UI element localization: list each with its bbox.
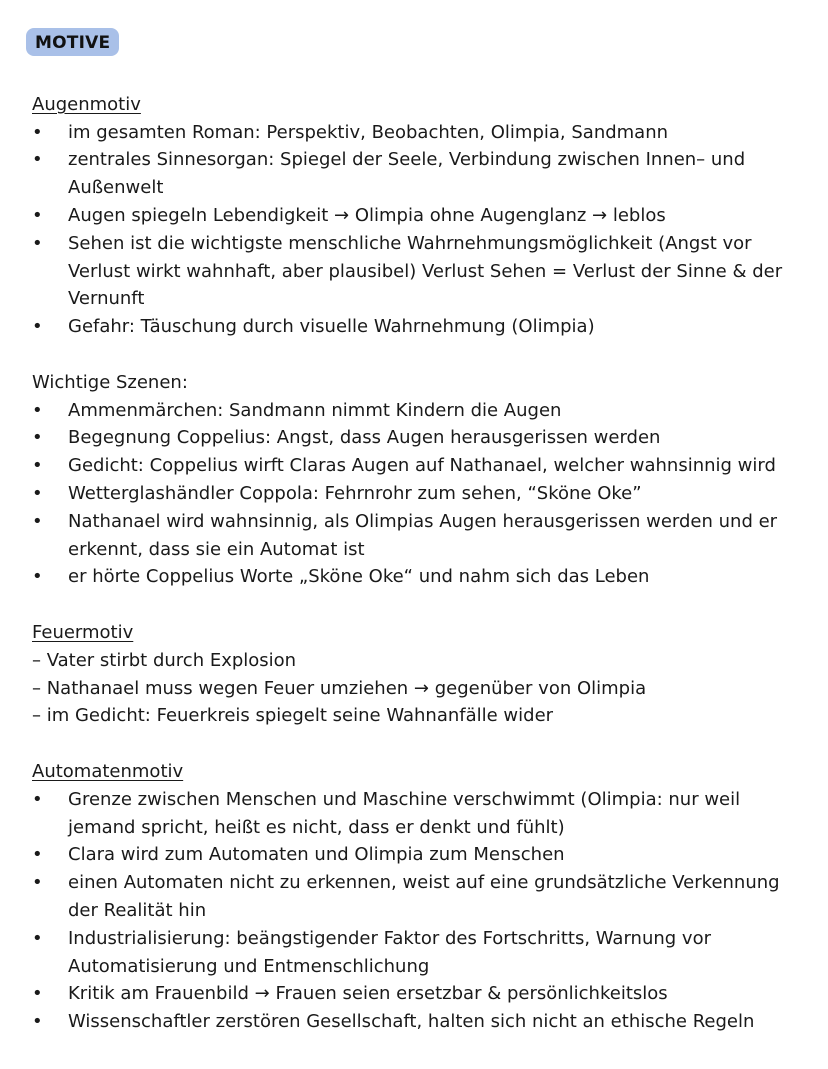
- title-badge: MOTIVE: [26, 28, 119, 56]
- list-item: • Wetterglashändler Coppola: Fehrnrohr zum sehen, “Sköne Oke”: [32, 480, 804, 508]
- list-item: • Gedicht: Coppelius wirft Claras Augen auf Nathanael, welcher wahnsinnig wird: [32, 452, 804, 480]
- automatenmotiv-heading: Automatenmotiv: [32, 760, 184, 782]
- wichtige-szenen-heading: Wichtige Szenen:: [32, 371, 188, 393]
- list-item: • Ammenmärchen: Sandmann nimmt Kindern die Augen: [32, 397, 804, 425]
- augenmotiv-list: [32, 119, 804, 341]
- spacer: [32, 591, 804, 619]
- spacer: [32, 57, 804, 91]
- list-item: • Industrialisierung: beängstigender Faktor des Fortschritts, Warnung vor Automatisierung und Entmenschlichung: [32, 925, 804, 981]
- feuermotiv-list: [32, 647, 804, 730]
- list-item: • Augen spiegeln Lebendigkeit → Olimpia ohne Augenglanz → leblos: [32, 202, 804, 230]
- list-item: • Wissenschaftler zerstören Gesellschaft, halten sich nicht an ethische Regeln: [32, 1008, 804, 1036]
- list-item: • einen Automaten nicht zu erkennen, weist auf eine grundsätzliche Verkennung der Realität hin: [32, 869, 804, 925]
- list-item: • Sehen ist die wichtigste menschliche Wahrnehmungsmöglichkeit (Angst vor Verlust wirkt wahnhaft, aber plausibel) Verlust Sehen = Verlust der Sinne & der Vernunft: [32, 230, 804, 313]
- list-item: • Gefahr: Täuschung durch visuelle Wahrnehmung (Olimpia): [32, 313, 804, 341]
- list-item: • Nathanael wird wahnsinnig, als Olimpias Augen herausgerissen werden und er erkennt, dass sie ein Automat ist: [32, 508, 804, 564]
- list-item: • Clara wird zum Automaten und Olimpia zum Menschen: [32, 841, 804, 869]
- list-item: • Begegnung Coppelius: Angst, dass Augen herausgerissen werden: [32, 424, 804, 452]
- list-item: • zentrales Sinnesorgan: Spiegel der Seele, Verbindung zwischen Innen– und Außenwelt: [32, 146, 804, 202]
- list-item: • Kritik am Frauenbild → Frauen seien ersetzbar & persönlichkeitslos: [32, 980, 804, 1008]
- list-item: – Vater stirbt durch Explosion: [32, 649, 297, 671]
- list-item: • im gesamten Roman: Perspektiv, Beobachten, Olimpia, Sandmann: [32, 119, 804, 147]
- augenmotiv-heading: Augenmotiv: [32, 93, 141, 115]
- wichtige-szenen-list: [32, 397, 804, 592]
- automatenmotiv-list: [32, 786, 804, 1036]
- spacer: [32, 341, 804, 369]
- spacer: [32, 730, 804, 758]
- list-item: • er hörte Coppelius Worte „Sköne Oke“ und nahm sich das Leben: [32, 563, 804, 591]
- list-item: – Nathanael muss wegen Feuer umziehen → gegenüber von Olimpia: [32, 677, 647, 699]
- feuermotiv-heading: Feuermotiv: [32, 621, 134, 643]
- list-item: • Grenze zwischen Menschen und Maschine verschwimmt (Olimpia: nur weil jemand spricht, heißt es nicht, dass er denkt und fühlt): [32, 786, 804, 842]
- list-item: – im Gedicht: Feuerkreis spiegelt seine Wahnanfälle wider: [32, 705, 554, 727]
